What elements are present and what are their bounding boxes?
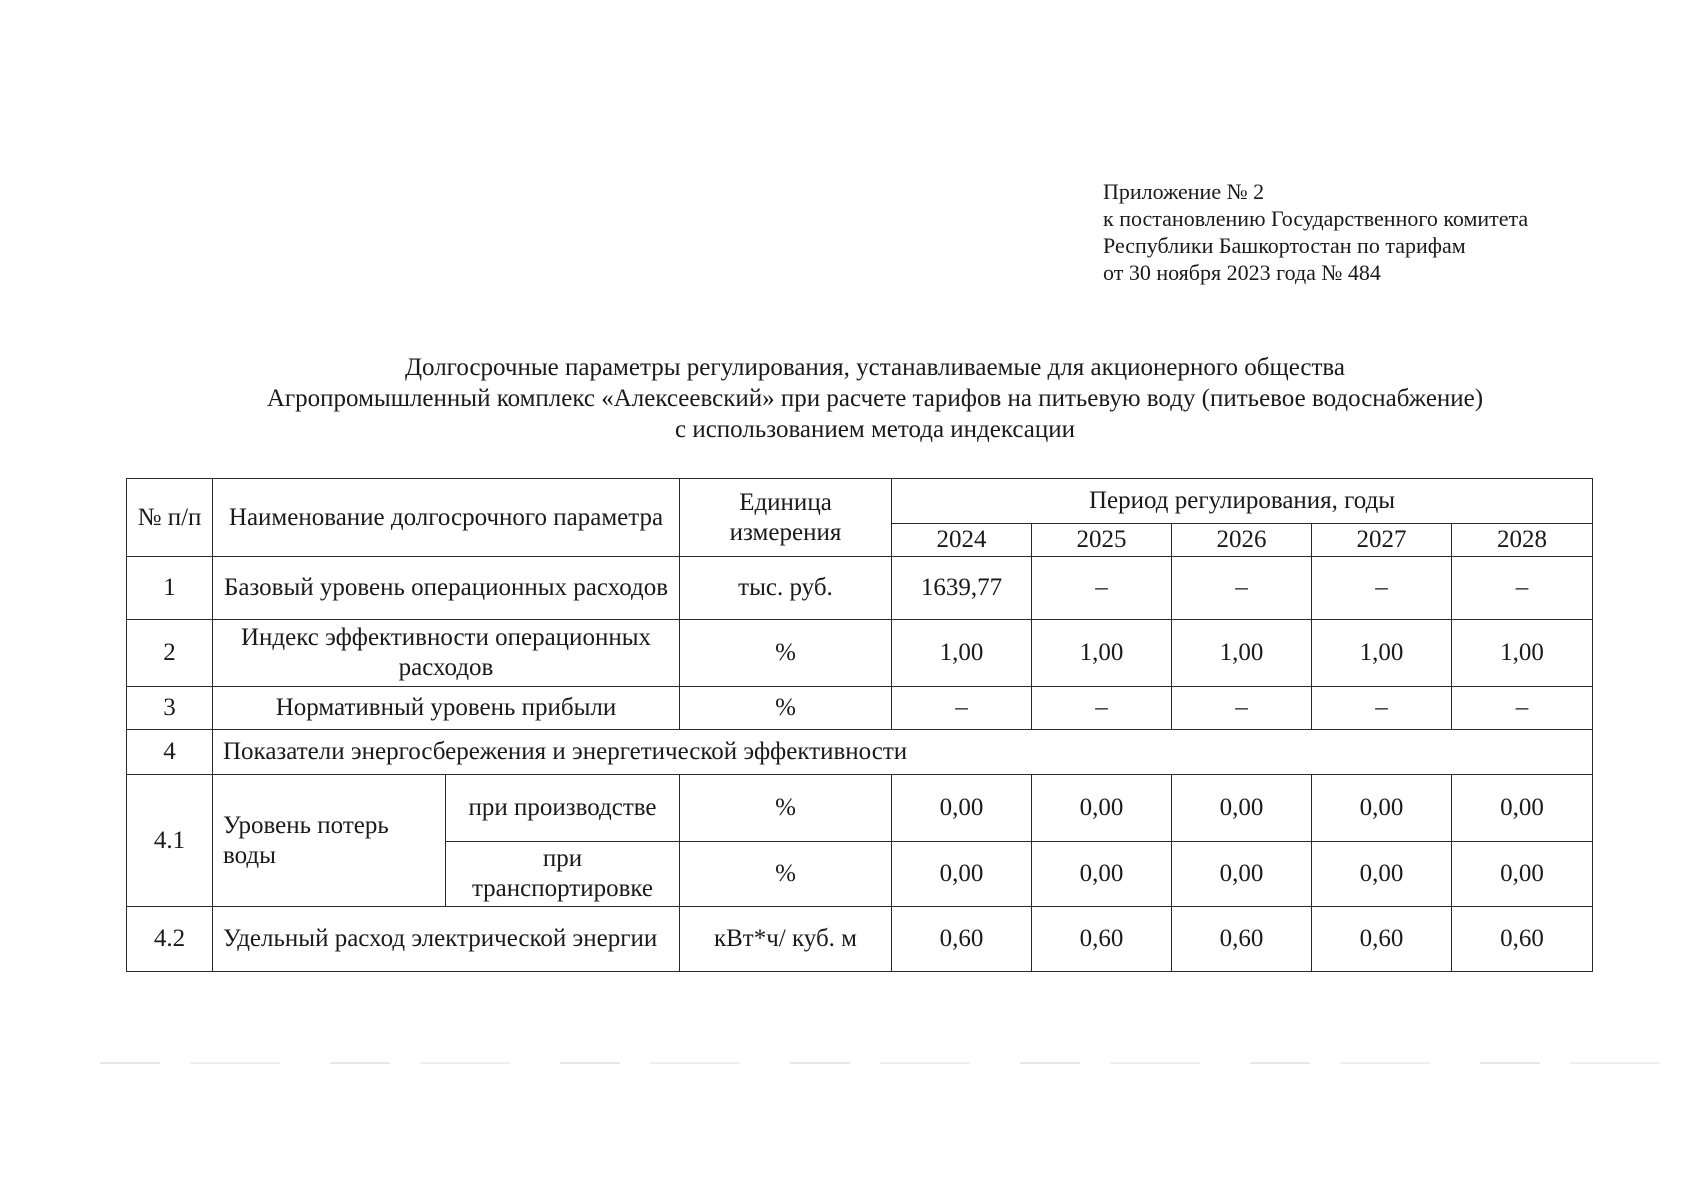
- title-line: Агропромышленный комплекс «Алексеевский» при расчете тарифов на питьевую воду (питьевое водоснабжение): [266, 385, 1484, 412]
- table-row: [127, 775, 1593, 842]
- row-value: 0,00: [1312, 775, 1452, 842]
- row-value: 0,60: [1032, 907, 1172, 972]
- row-value: 0,00: [892, 775, 1032, 842]
- row-value: –: [1452, 687, 1593, 730]
- row-value: –: [1452, 557, 1593, 620]
- row-num: 4.1: [127, 775, 213, 907]
- table-row: [127, 730, 1593, 775]
- row-name: Базовый уровень операционных расходов: [213, 557, 680, 620]
- title-line: Долгосрочные параметры регулирования, устанавливаемые для акционерного общества: [404, 354, 1345, 381]
- row-value: 0,60: [892, 907, 1032, 972]
- row-value: 0,60: [1172, 907, 1312, 972]
- scan-artifact-line: [100, 1062, 1660, 1064]
- row-num: 2: [127, 620, 213, 687]
- row-subname: при производстве: [446, 775, 680, 842]
- parameters-table: [126, 478, 1593, 972]
- row-subname: при транспортировке: [446, 842, 680, 907]
- row-name: Индекс эффективности операционных расходов: [213, 620, 680, 687]
- appendix-line: от 30 ноября 2023 года № 484: [1103, 260, 1381, 285]
- row-value: 1639,77: [892, 557, 1032, 620]
- row-unit: %: [680, 842, 892, 907]
- section-heading: Показатели энергосбережения и энергетической эффективности: [213, 730, 1593, 775]
- row-value: 0,00: [892, 842, 1032, 907]
- row-num: 4.2: [127, 907, 213, 972]
- row-value: –: [1032, 687, 1172, 730]
- header-year: 2028: [1452, 524, 1593, 557]
- header-row: [127, 479, 1593, 524]
- row-value: –: [892, 687, 1032, 730]
- row-unit: кВт*ч/ куб. м: [680, 907, 892, 972]
- row-value: 0,00: [1312, 842, 1452, 907]
- row-value: 0,00: [1452, 842, 1593, 907]
- row-value: 1,00: [892, 620, 1032, 687]
- header-unit: Единица измерения: [680, 479, 892, 557]
- appendix-line: Приложение № 2: [1103, 179, 1265, 204]
- header-year: 2025: [1032, 524, 1172, 557]
- header-year: 2027: [1312, 524, 1452, 557]
- row-num: 1: [127, 557, 213, 620]
- table-row: [127, 557, 1593, 620]
- table-row: [127, 907, 1593, 972]
- row-unit: %: [680, 687, 892, 730]
- row-value: 0,00: [1032, 842, 1172, 907]
- row-value: –: [1032, 557, 1172, 620]
- header-num: № п/п: [127, 479, 213, 557]
- appendix-line: Республики Башкортостан по тарифам: [1103, 233, 1466, 258]
- header-name: Наименование долгосрочного параметра: [213, 479, 680, 557]
- appendix-block: [1103, 178, 1528, 286]
- row-value: 0,00: [1452, 775, 1593, 842]
- row-value: –: [1172, 557, 1312, 620]
- table-row: [127, 620, 1593, 687]
- row-value: 1,00: [1172, 620, 1312, 687]
- row-value: 0,60: [1312, 907, 1452, 972]
- row-unit: %: [680, 775, 892, 842]
- table-row: [127, 687, 1593, 730]
- row-value: 0,00: [1172, 842, 1312, 907]
- row-value: 0,00: [1172, 775, 1312, 842]
- row-name: Удельный расход электрической энергии: [213, 907, 680, 972]
- row-value: –: [1312, 687, 1452, 730]
- row-value: –: [1172, 687, 1312, 730]
- header-period: Период регулирования, годы: [892, 479, 1593, 524]
- header-year: 2026: [1172, 524, 1312, 557]
- row-unit: тыс. руб.: [680, 557, 892, 620]
- row-num: 4: [127, 730, 213, 775]
- row-name: Нормативный уровень прибыли: [213, 687, 680, 730]
- row-name: Уровень потерь воды: [213, 775, 446, 907]
- row-value: 1,00: [1312, 620, 1452, 687]
- title-line: с использованием метода индексации: [674, 416, 1076, 443]
- appendix-line: к постановлению Государственного комитета: [1103, 206, 1529, 231]
- row-value: 1,00: [1032, 620, 1172, 687]
- row-num: 3: [127, 687, 213, 730]
- header-year: 2024: [892, 524, 1032, 557]
- row-unit: %: [680, 620, 892, 687]
- row-value: 0,60: [1452, 907, 1593, 972]
- row-value: –: [1312, 557, 1452, 620]
- row-value: 1,00: [1452, 620, 1593, 687]
- row-value: 0,00: [1032, 775, 1172, 842]
- document-title: [150, 352, 1600, 445]
